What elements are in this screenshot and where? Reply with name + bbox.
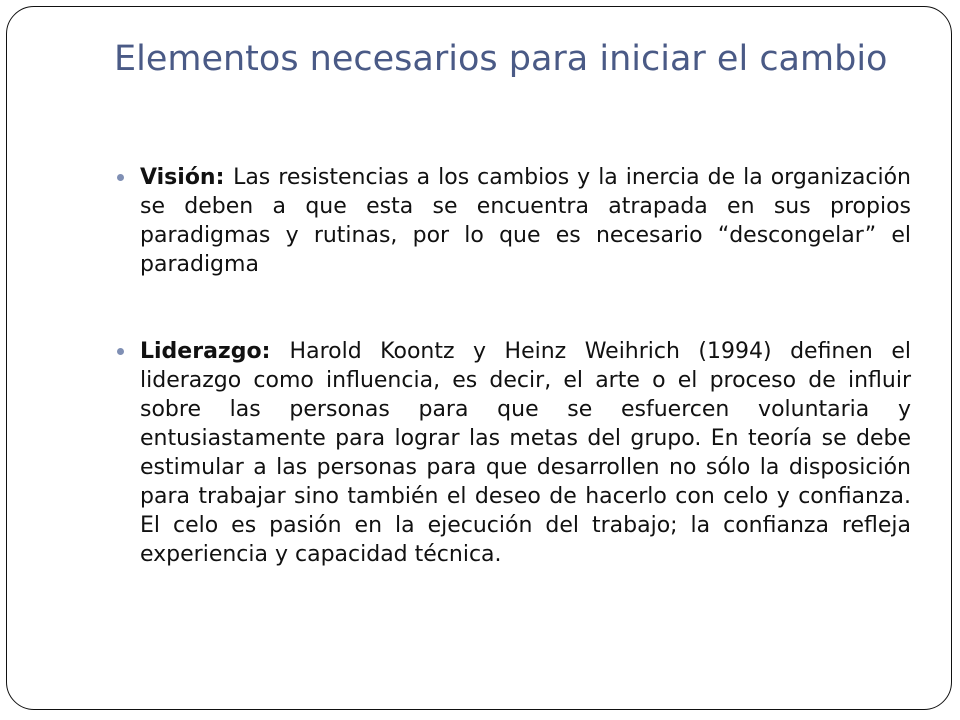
bullet-item-vision [114,163,911,279]
bullet-dot-icon [117,348,124,355]
bullet-item-liderazgo [114,337,911,569]
slide-title: Elementos necesarios para iniciar el cambio [114,39,888,79]
bullet-dot-icon [117,174,124,181]
bullet-list [114,163,911,569]
bullet-text: Harold Koontz y Heinz Weihrich (1994) definen el liderazgo como influencia, es decir, el arte o el proceso de influir sobre las personas para que se esfuercen voluntaria y entusiastamente para lograr las metas del grupo. En teoría se debe estimular a las personas para que desarrollen no sólo la disposición para trabajar sino también el deseo de hacerlo con celo y confianza. El celo es pasión en la ejecución del trabajo; la confianza refleja experiencia y capacidad técnica. [140,339,911,567]
bullet-term: Visión: [140,165,234,190]
bullet-term: Liderazgo: [140,339,290,364]
slide-frame [6,6,952,710]
bullet-text: Las resistencias a los cambios y la inercia de la organización se deben a que esta se encuentra atrapada en sus propios paradigmas y rutinas, por lo que es necesario “descongelar” el paradigma [140,165,911,277]
